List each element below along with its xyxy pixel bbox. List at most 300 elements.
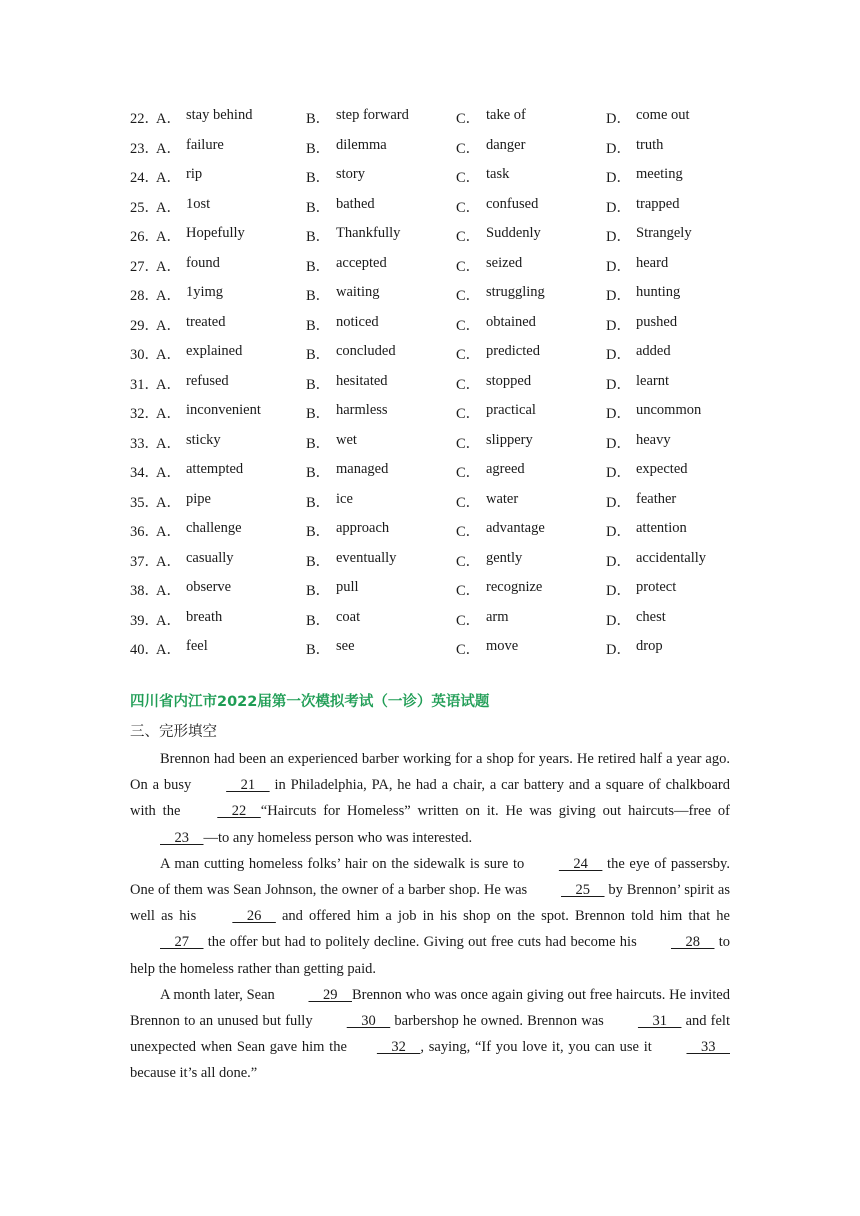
option-letter: B． [306,494,331,511]
option-letter: D． [606,140,631,157]
option-letter: A． [156,258,181,275]
option-text: bathed [336,195,375,212]
option-b [306,225,456,246]
blank-27: 27 [160,934,204,951]
blank-32: 32 [376,1039,421,1056]
option-letter: B． [306,553,331,570]
option-c [456,550,606,571]
answer-options-list [130,103,750,664]
option-c [456,373,606,394]
option-letter: C． [456,524,481,541]
option-letter: A． [156,376,181,393]
option-text: added [636,343,671,360]
option-letter: D． [606,553,631,570]
option-text: seized [486,254,523,271]
option-text: danger [486,136,526,153]
option-letter: D． [606,170,631,187]
option-text: come out [636,107,690,124]
option-d [606,550,750,571]
option-text: hesitated [336,372,388,389]
question-number: 26． [130,229,159,246]
option-letter: A． [156,170,181,187]
option-c [456,402,606,423]
option-letter: C． [456,435,481,452]
option-letter: A． [156,583,181,600]
option-a [156,638,306,659]
blank-30: 30 [346,1013,391,1030]
option-a [156,402,306,423]
option-text: slippery [486,431,533,448]
passage-text: because it’s all done.” [130,1065,258,1082]
option-a [156,107,306,128]
option-letter: A． [156,317,181,334]
option-c [456,137,606,158]
option-d [606,107,750,128]
option-a [156,284,306,305]
option-d [606,579,750,600]
option-c [456,520,606,541]
question-row [130,251,750,281]
option-d [606,609,750,630]
question-row [130,487,750,517]
question-row [130,221,750,251]
option-letter: A． [156,406,181,423]
option-text: concluded [336,343,396,360]
option-d [606,373,750,394]
option-letter: C． [456,465,481,482]
option-letter: A． [156,553,181,570]
option-text: expected [636,461,688,478]
option-text: step forward [336,107,409,124]
option-text: found [186,254,220,271]
passage-text: Brennon who was once again giving out free haircuts. He invited Brennon to an unused but fully [130,986,730,1030]
question-number: 25． [130,199,159,216]
option-letter: C． [456,642,481,659]
option-text: see [336,638,355,655]
option-text: learnt [636,372,670,389]
option-letter: D． [606,465,631,482]
option-b [306,255,456,276]
option-c [456,196,606,217]
option-text: casually [186,549,234,566]
option-a [156,461,306,482]
option-letter: D． [606,642,631,659]
option-text: harmless [336,402,388,419]
question-number: 23． [130,140,159,157]
option-b [306,166,456,187]
option-b [306,638,456,659]
question-number: 30． [130,347,159,364]
option-b [306,432,456,453]
question-row [130,575,750,605]
blank-33: 33 [686,1039,730,1056]
option-letter: B． [306,288,331,305]
option-a [156,314,306,335]
option-letter: C． [456,258,481,275]
option-text: 1yimg [186,284,224,301]
question-row [130,280,750,310]
option-letter: A． [156,612,181,629]
question-row [130,192,750,222]
option-d [606,166,750,187]
option-letter: C． [456,288,481,305]
option-a [156,491,306,512]
option-text: trapped [636,195,680,212]
option-text: gently [486,549,523,566]
question-row [130,546,750,576]
option-a [156,255,306,276]
option-c [456,579,606,600]
option-text: protect [636,579,677,596]
option-text: attempted [186,461,244,478]
question-number: 32． [130,406,159,423]
option-text: Hopefully [186,225,245,242]
question-row [130,133,750,163]
blank-26: 26 [232,908,276,925]
option-text: story [336,166,365,183]
passage-text: Brennon had been an experienced barber working for a shop for years. He retired half a year ago. On a busy [130,751,730,794]
question-number: 40． [130,642,159,659]
option-d [606,343,750,364]
option-c [456,314,606,335]
option-text: arm [486,608,509,625]
option-letter: A． [156,494,181,511]
option-text: move [486,638,519,655]
option-text: approach [336,520,390,537]
question-number: 27． [130,258,159,275]
option-d [606,638,750,659]
option-text: meeting [636,166,683,183]
option-letter: B． [306,612,331,629]
passage-text: barbershop he owned. Brennon was [390,1013,608,1030]
option-d [606,461,750,482]
option-letter: C． [456,494,481,511]
option-d [606,284,750,305]
option-a [156,343,306,364]
option-letter: B． [306,642,331,659]
option-c [456,225,606,246]
option-text: managed [336,461,389,478]
option-d [606,432,750,453]
option-text: sticky [186,431,221,448]
option-letter: C． [456,170,481,187]
option-letter: D． [606,583,631,600]
option-letter: C． [456,406,481,423]
option-text: explained [186,343,243,360]
option-letter: C． [456,317,481,334]
passage-paragraph-1 [130,746,730,851]
option-letter: D． [606,258,631,275]
option-a [156,137,306,158]
question-number: 24． [130,170,159,187]
option-letter: D． [606,199,631,216]
option-letter: A． [156,288,181,305]
question-number: 36． [130,524,159,541]
passage-text: in Philadelphia, PA, he had a chair, a car battery and a square of chalkboard with the [130,777,730,820]
passage-text: and offered him a job in his shop on the spot. Brennon told him that he [275,908,730,925]
option-text: inconvenient [186,402,261,419]
option-letter: C． [456,140,481,157]
option-text: struggling [486,284,545,301]
option-text: uncommon [636,402,702,419]
option-text: accidentally [636,549,707,566]
option-d [606,314,750,335]
option-text: chest [636,608,666,625]
option-text: hunting [636,284,681,301]
option-letter: D． [606,435,631,452]
option-text: noticed [336,313,379,330]
option-text: Thankfully [336,225,401,242]
option-letter: D． [606,376,631,393]
option-text: task [486,166,510,183]
option-letter: A． [156,199,181,216]
option-text: 1ost [186,195,211,212]
question-number: 35． [130,494,159,511]
blank-28: 28 [670,934,715,951]
option-b [306,137,456,158]
option-b [306,579,456,600]
option-d [606,196,750,217]
option-letter: B． [306,140,331,157]
option-a [156,166,306,187]
question-number: 37． [130,553,159,570]
cloze-passage [130,746,730,1087]
option-c [456,432,606,453]
question-row [130,310,750,340]
option-letter: B． [306,524,331,541]
option-text: drop [636,638,663,655]
question-number: 33． [130,435,159,452]
option-text: stopped [486,372,532,389]
question-number: 29． [130,317,159,334]
option-letter: B． [306,465,331,482]
option-text: heavy [636,431,671,448]
option-letter: C． [456,553,481,570]
option-letter: D． [606,406,631,423]
option-text: truth [636,136,664,153]
option-text: stay behind [186,107,253,124]
option-text: treated [186,313,226,330]
question-number: 39． [130,612,159,629]
option-d [606,255,750,276]
option-letter: D． [606,524,631,541]
option-letter: A． [156,524,181,541]
blank-29: 29 [308,986,352,1003]
option-c [456,107,606,128]
passage-text: A month later, Sean [160,986,279,1003]
option-c [456,461,606,482]
passage-text: to help the homeless rather than getting paid. [130,934,731,977]
option-letter: B． [306,376,331,393]
option-letter: B． [306,347,331,364]
option-a [156,225,306,246]
question-number: 22． [130,111,159,128]
option-b [306,550,456,571]
option-b [306,284,456,305]
option-c [456,284,606,305]
blank-23: 23 [160,829,204,846]
option-letter: C． [456,199,481,216]
question-row [130,369,750,399]
option-letter: B． [306,258,331,275]
passage-text: “Haircuts for Homeless” written on it. He was giving out haircuts—free of [260,803,730,820]
option-text: Suddenly [486,225,541,242]
option-d [606,137,750,158]
option-letter: A． [156,111,181,128]
option-letter: D． [606,317,631,334]
option-text: waiting [336,284,380,301]
passage-text: and felt unexpected when Sean gave him the [130,1013,730,1056]
option-c [456,166,606,187]
option-letter: D． [606,229,631,246]
option-text: observe [186,579,232,596]
question-row [130,605,750,635]
option-letter: A． [156,347,181,364]
option-b [306,491,456,512]
option-text: attention [636,520,687,537]
option-text: obtained [486,313,536,330]
option-a [156,609,306,630]
option-text: heard [636,254,669,271]
option-letter: C． [456,229,481,246]
option-text: accepted [336,254,387,271]
option-text: coat [336,608,361,625]
option-c [456,491,606,512]
option-text: eventually [336,549,397,566]
question-row [130,634,750,664]
passage-text: , saying, “If you love it, you can use it [420,1039,657,1056]
question-row [130,457,750,487]
option-letter: B． [306,170,331,187]
option-text: practical [486,402,536,419]
option-letter: C． [456,376,481,393]
section-subtitle: 三、完形填空 [130,724,217,740]
option-d [606,225,750,246]
question-row [130,162,750,192]
option-text: Strangely [636,225,692,242]
option-text: predicted [486,343,540,360]
option-letter: A． [156,229,181,246]
option-letter: A． [156,140,181,157]
option-b [306,402,456,423]
option-letter: B． [306,111,331,128]
option-text: advantage [486,520,545,537]
option-text: water [486,490,519,507]
option-a [156,579,306,600]
option-d [606,402,750,423]
option-text: pull [336,579,359,596]
option-letter: D． [606,612,631,629]
option-letter: B． [306,229,331,246]
option-letter: B． [306,435,331,452]
passage-text: the offer but had to politely decline. Giving out free cuts had become his [203,934,641,951]
option-text: feel [186,638,208,655]
option-letter: C． [456,583,481,600]
question-row [130,103,750,133]
question-row [130,398,750,428]
question-number: 28． [130,288,159,305]
blank-31: 31 [637,1013,682,1030]
option-text: pushed [636,313,678,330]
option-text: take of [486,107,526,124]
option-a [156,520,306,541]
option-text: failure [186,136,224,153]
passage-text: the eye of passersby. One of them was Sean Johnson, the owner of a barber shop. He was [130,855,730,899]
question-number: 34． [130,465,159,482]
blank-25: 25 [561,882,605,899]
option-letter: D． [606,347,631,364]
option-text: confused [486,195,539,212]
option-text: recognize [486,579,543,596]
option-a [156,196,306,217]
passage-text: A man cutting homeless folks’ hair on the sidewalk is sure to [160,855,529,872]
option-letter: B． [306,406,331,423]
option-text: dilemma [336,136,387,153]
option-letter: A． [156,642,181,659]
option-d [606,520,750,541]
passage-paragraph-2 [130,851,730,982]
option-text: agreed [486,461,525,478]
option-b [306,609,456,630]
option-text: wet [336,431,357,448]
option-text: pipe [186,490,211,507]
option-b [306,107,456,128]
option-a [156,432,306,453]
option-b [306,196,456,217]
option-c [456,609,606,630]
option-a [156,550,306,571]
option-b [306,461,456,482]
option-text: challenge [186,520,242,537]
blank-22: 22 [217,803,261,820]
option-letter: D． [606,111,631,128]
passage-paragraph-3 [130,982,730,1087]
option-letter: B． [306,317,331,334]
section-title: 四川省内江市2022届第一次模拟考试（一诊）英语试题 [130,694,490,710]
option-text: feather [636,490,677,507]
option-letter: B． [306,199,331,216]
option-text: refused [186,372,229,389]
question-row [130,516,750,546]
option-letter: A． [156,435,181,452]
option-c [456,255,606,276]
option-letter: B． [306,583,331,600]
option-letter: C． [456,612,481,629]
option-a [156,373,306,394]
blank-21: 21 [226,777,270,794]
option-letter: C． [456,347,481,364]
question-number: 31． [130,376,159,393]
option-d [606,491,750,512]
option-b [306,314,456,335]
option-text: rip [186,166,203,183]
option-text: ice [336,490,353,507]
option-b [306,520,456,541]
question-row [130,428,750,458]
option-letter: D． [606,288,631,305]
option-letter: A． [156,465,181,482]
passage-text: —to any homeless person who was interested. [203,829,473,846]
option-b [306,343,456,364]
passage-text: by Brennon’ spirit as well as his [130,882,730,925]
blank-24: 24 [558,855,603,872]
option-text: breath [186,608,223,625]
option-c [456,638,606,659]
option-b [306,373,456,394]
question-number: 38． [130,583,159,600]
option-letter: D． [606,494,631,511]
option-letter: C． [456,111,481,128]
